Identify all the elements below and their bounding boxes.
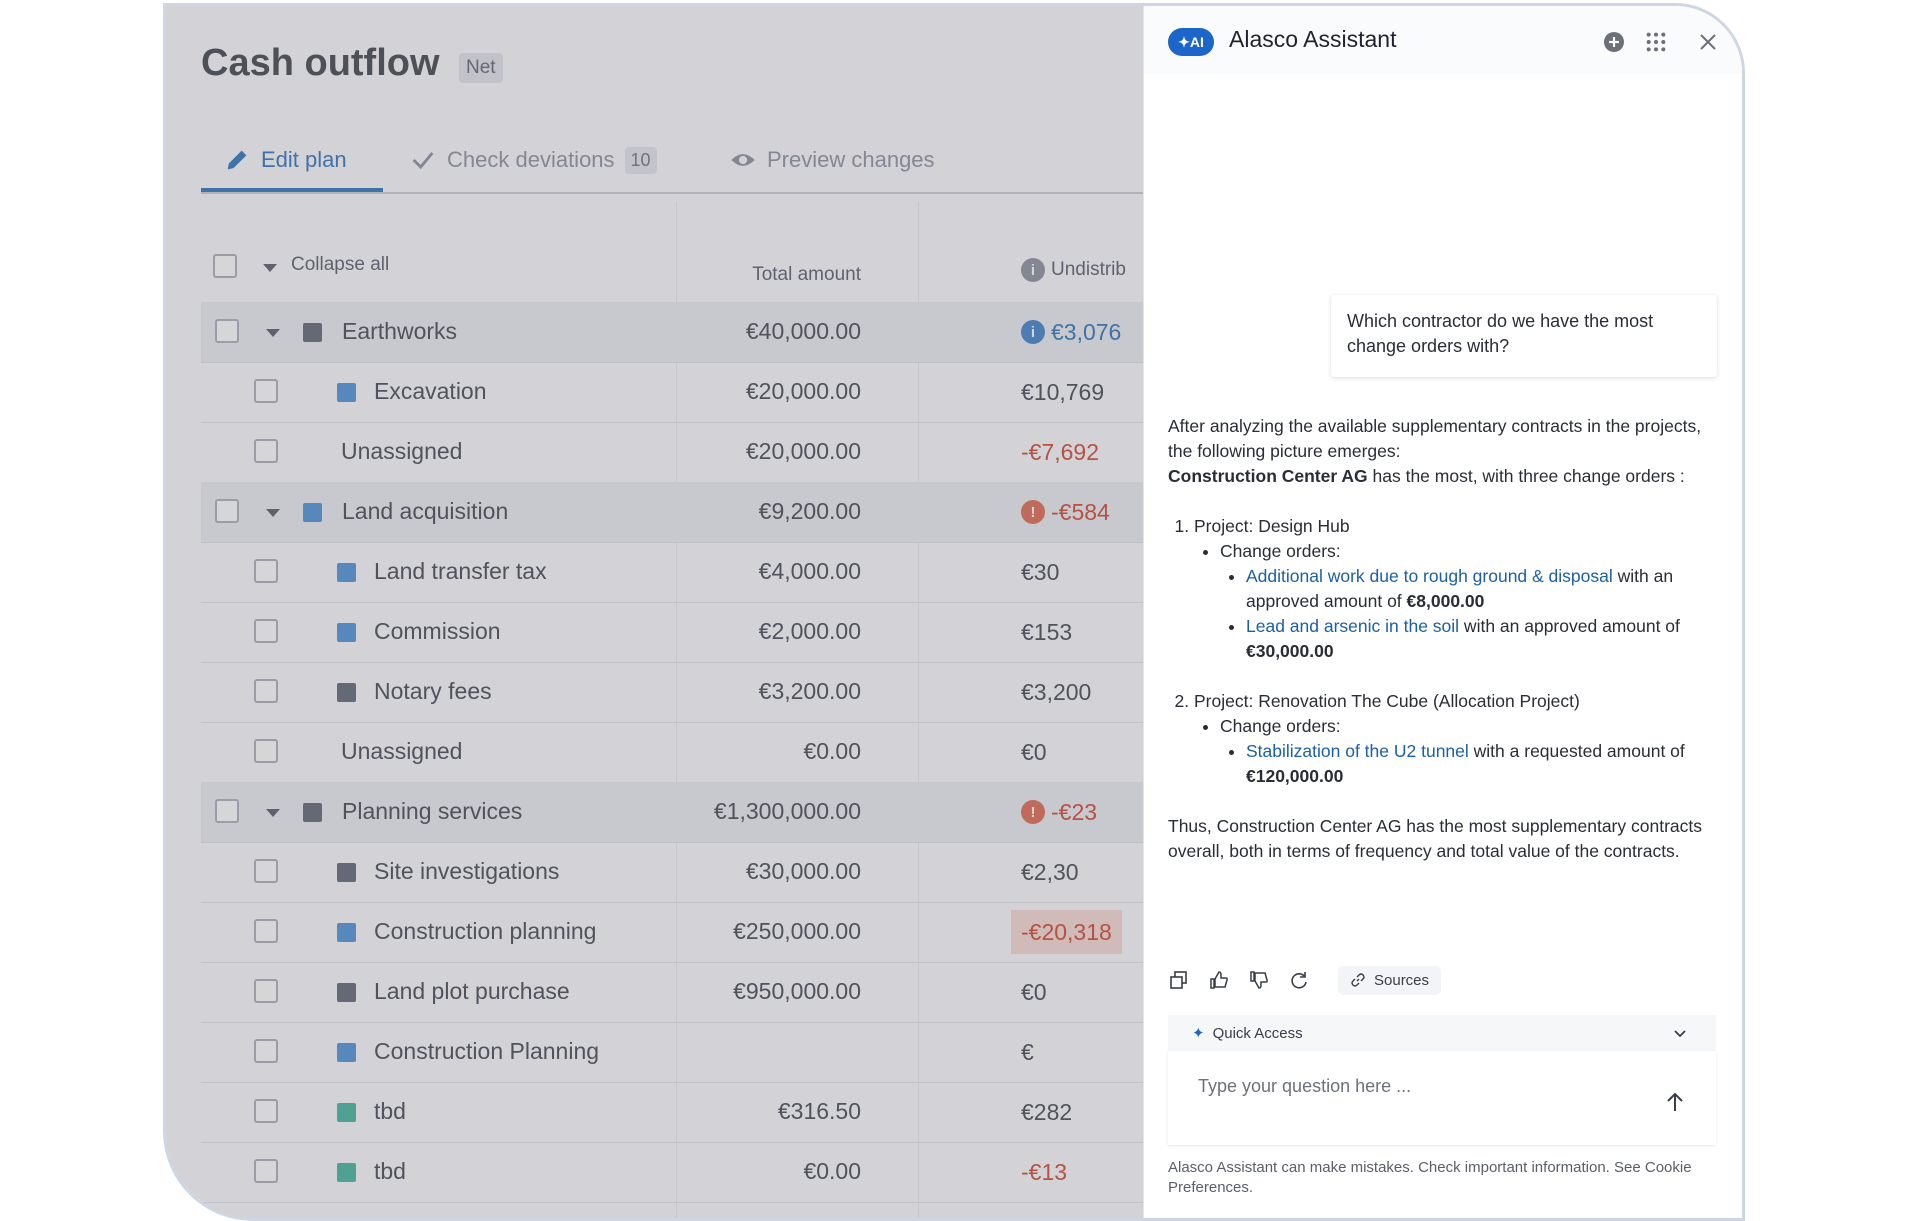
row-checkbox[interactable] (215, 799, 239, 823)
row-label: Land plot purchase (374, 978, 570, 1004)
row-total-amount: €30,000.00 (745, 858, 861, 884)
row-total-amount: €40,000.00 (745, 318, 861, 344)
row-label: Land acquisition (342, 498, 509, 524)
answer-intro-rest: has the most, with three change orders : (1367, 466, 1685, 486)
net-badge: Net (459, 53, 503, 83)
undistributed-value: €282 (1021, 1098, 1073, 1125)
table-row[interactable] (201, 542, 1161, 603)
project-title: Project: Renovation The Cube (Allocation Project) (1194, 691, 1580, 711)
row-checkbox[interactable] (254, 1159, 278, 1183)
undistributed-value: -€7,692 (1021, 438, 1100, 465)
row-label: Commission (374, 618, 501, 644)
color-swatch (337, 683, 356, 702)
row-total-amount: €2,000.00 (758, 618, 861, 644)
sources-label: Sources (1374, 971, 1430, 989)
table-group-row[interactable] (201, 302, 1161, 363)
assistant-header (1144, 6, 1745, 74)
answer-intro-text: After analyzing the available supplementary contracts in the projects, the following picture emerges: (1168, 416, 1702, 461)
table-row[interactable] (201, 422, 1161, 483)
change-order-item (1246, 614, 1708, 664)
undistributed-value: -€584 (1051, 498, 1110, 525)
user-message: Which contractor do we have the most change orders with? (1331, 295, 1717, 377)
table-row[interactable] (201, 602, 1161, 663)
change-order-item (1246, 739, 1708, 789)
row-total-amount: €316.50 (777, 1098, 861, 1124)
change-orders-item (1220, 539, 1708, 664)
undistributed-value: €153 (1021, 618, 1073, 645)
contractor-name: Construction Center AG (1168, 466, 1368, 486)
color-swatch (337, 383, 356, 402)
row-label: Construction Planning (374, 1038, 600, 1064)
thumbs-up-button[interactable] (1208, 969, 1230, 991)
row-undistributed-amount[interactable] (1011, 910, 1122, 954)
color-swatch (337, 983, 356, 1002)
project-item (1194, 689, 1708, 789)
row-undistributed-amount[interactable] (1021, 850, 1079, 894)
project-list (1168, 514, 1708, 789)
column-header-undistributed[interactable] (1021, 258, 1126, 282)
color-swatch (337, 563, 356, 582)
info-icon: i (1021, 320, 1045, 344)
row-undistributed-amount[interactable] (1021, 970, 1047, 1014)
row-label: tbd (374, 1158, 406, 1184)
new-chat-button[interactable] (1600, 28, 1628, 56)
warning-icon: ! (1021, 800, 1045, 824)
row-undistributed-amount[interactable] (1021, 490, 1110, 534)
undistributed-value: €3,076 (1051, 318, 1122, 345)
info-icon: i (1021, 258, 1045, 282)
column-header-label: Undistrib (1051, 259, 1126, 280)
color-swatch (303, 803, 322, 822)
table-row[interactable] (201, 362, 1161, 423)
change-order-amount: €8,000.00 (1406, 591, 1485, 611)
change-order-item (1246, 564, 1708, 614)
row-checkbox[interactable] (254, 679, 278, 703)
row-checkbox[interactable] (254, 979, 278, 1003)
thumbs-up-icon (1209, 970, 1229, 990)
table-row[interactable] (201, 662, 1161, 723)
thumbs-down-button[interactable] (1248, 969, 1270, 991)
assistant-title: Alasco Assistant (1229, 26, 1397, 52)
undistributed-value: €10,769 (1021, 378, 1105, 405)
change-orders-label: Change orders: (1220, 541, 1341, 561)
tab-check-deviations[interactable] (409, 136, 657, 184)
thumbs-down-icon (1249, 970, 1269, 990)
chat-input[interactable] (1196, 1069, 1640, 1103)
expand-caret-icon[interactable] (266, 509, 280, 517)
expand-caret-icon[interactable] (266, 809, 280, 817)
row-total-amount: €0.00 (803, 738, 861, 764)
row-checkbox[interactable] (254, 559, 278, 583)
row-undistributed-amount[interactable] (1021, 310, 1121, 354)
answer-actions (1168, 962, 1441, 998)
row-undistributed-amount[interactable] (1021, 1090, 1072, 1134)
row-undistributed-amount[interactable] (1021, 610, 1072, 654)
row-label: Earthworks (342, 318, 458, 344)
row-label: Site investigations (374, 858, 560, 884)
column-header-total-amount[interactable]: Total amount (752, 264, 861, 285)
row-checkbox[interactable] (215, 499, 239, 523)
change-order-link[interactable]: Stabilization of the U2 tunnel (1246, 741, 1469, 761)
table-header (201, 202, 1161, 298)
ai-logo-text: AI (1189, 34, 1204, 50)
regenerate-button[interactable] (1288, 969, 1310, 991)
row-checkbox[interactable] (215, 319, 239, 343)
row-total-amount: €250,000.00 (733, 918, 861, 944)
row-checkbox[interactable] (254, 859, 278, 883)
color-swatch (337, 923, 356, 942)
row-undistributed-amount[interactable] (1021, 1150, 1067, 1194)
send-button[interactable] (1662, 1089, 1688, 1115)
select-all-checkbox[interactable] (213, 254, 237, 278)
collapse-all-caret-icon[interactable] (263, 264, 277, 272)
sources-button[interactable] (1338, 966, 1441, 995)
row-total-amount: €20,000.00 (745, 378, 861, 404)
row-total-amount: €950,000.00 (733, 978, 861, 1004)
row-checkbox[interactable] (254, 379, 278, 403)
chevron-down-icon (1672, 1026, 1688, 1042)
disclaimer: Alasco Assistant can make mistakes. Check important information. See Cookie Preferences. (1168, 1159, 1692, 1196)
row-checkbox[interactable] (254, 1099, 278, 1123)
collapse-all-button[interactable]: Collapse all (291, 254, 390, 275)
link-icon (1350, 972, 1366, 988)
active-tab-indicator (201, 188, 383, 192)
undistributed-value: -€23 (1051, 798, 1098, 825)
undistributed-value: € (1021, 1038, 1034, 1065)
project-title: Project: Design Hub (1194, 516, 1350, 536)
tab-preview-changes[interactable] (729, 136, 935, 184)
expand-caret-icon[interactable] (266, 329, 280, 337)
row-total-amount: €0.00 (803, 1158, 861, 1184)
row-label: Notary fees (374, 678, 492, 704)
row-checkbox[interactable] (254, 919, 278, 943)
row-checkbox[interactable] (254, 739, 278, 763)
row-undistributed-amount[interactable] (1021, 790, 1097, 834)
row-undistributed-amount[interactable] (1021, 1030, 1034, 1074)
chat-input-box (1168, 1051, 1716, 1145)
page-title: Cash outflow (201, 42, 440, 84)
close-icon (1698, 32, 1718, 52)
color-swatch (337, 1043, 356, 1062)
tab-edit-plan[interactable] (223, 136, 347, 184)
quick-access-label: Quick Access (1212, 1024, 1303, 1042)
ai-logo (1168, 28, 1214, 56)
row-undistributed-amount[interactable] (1021, 550, 1059, 594)
table-row[interactable] (201, 1082, 1161, 1143)
row-total-amount: €4,000.00 (758, 558, 861, 584)
tab-bar (201, 124, 1151, 194)
table-group-row[interactable] (201, 482, 1161, 543)
tab-label: Preview changes (767, 147, 935, 172)
sparkle-icon: ✦ (1178, 33, 1190, 50)
color-swatch (303, 323, 322, 342)
change-order-amount: €120,000.00 (1246, 766, 1344, 786)
color-swatch (337, 863, 356, 882)
row-undistributed-amount[interactable] (1021, 430, 1099, 474)
undistributed-value: €30 (1021, 558, 1060, 585)
row-checkbox[interactable] (254, 619, 278, 643)
change-order-amount: €30,000.00 (1246, 641, 1334, 661)
eye-icon (729, 146, 757, 174)
change-order-text: with an approved amount of (1246, 566, 1674, 611)
row-undistributed-amount[interactable] (1021, 670, 1091, 714)
row-label: Planning services (342, 798, 523, 824)
copy-icon (1169, 970, 1189, 990)
table-group-row[interactable] (201, 782, 1161, 843)
tab-label: Check deviations (447, 147, 615, 172)
undistributed-value: €0 (1021, 978, 1047, 1005)
table-row[interactable] (201, 722, 1161, 783)
undistributed-value: €0 (1021, 738, 1047, 765)
table-row[interactable] (201, 962, 1161, 1023)
change-orders-item (1220, 714, 1708, 789)
table-row[interactable] (201, 1142, 1161, 1203)
quick-access-toggle[interactable] (1168, 1015, 1716, 1051)
table-row[interactable] (201, 842, 1161, 903)
row-checkbox[interactable] (254, 1039, 278, 1063)
refresh-icon (1289, 970, 1309, 990)
row-undistributed-amount[interactable] (1021, 730, 1047, 774)
undistributed-value: €3,200 (1021, 678, 1092, 705)
undistributed-value: €2,30 (1021, 858, 1079, 885)
close-button[interactable] (1694, 28, 1722, 56)
row-checkbox[interactable] (254, 439, 278, 463)
apps-menu-button[interactable] (1642, 28, 1670, 56)
color-swatch (303, 503, 322, 522)
change-order-link[interactable]: Additional work due to rough ground & disposal (1246, 566, 1613, 586)
row-total-amount: €1,300,000.00 (713, 798, 861, 824)
undistributed-value: -€13 (1021, 1158, 1068, 1185)
color-swatch (337, 1103, 356, 1122)
row-label: Excavation (374, 378, 487, 404)
warning-icon: ! (1021, 500, 1045, 524)
row-total-amount: €9,200.00 (758, 498, 861, 524)
undistributed-value: -€20,318 (1021, 918, 1112, 945)
arrow-up-icon (1664, 1091, 1686, 1113)
row-total-amount: €3,200.00 (758, 678, 861, 704)
grid-icon (1645, 31, 1667, 53)
cash-outflow-view (166, 6, 1166, 1218)
color-swatch (337, 623, 356, 642)
answer-conclusion: Thus, Construction Center AG has the most supplementary contracts overall, both in terms of frequency and total value of the contracts. (1168, 816, 1702, 861)
row-label: tbd (374, 1098, 406, 1124)
change-order-text: with an approved amount of (1459, 616, 1680, 636)
plus-circle-icon (1602, 30, 1626, 54)
row-label: Land transfer tax (374, 558, 547, 584)
change-order-text: with a requested amount of (1468, 741, 1685, 761)
table-row[interactable] (201, 1022, 1161, 1083)
assistant-answer (1168, 414, 1708, 864)
answer-intro (1168, 414, 1708, 489)
check-icon (409, 146, 437, 174)
row-label: Unassigned (341, 438, 463, 464)
row-label: Construction planning (374, 918, 597, 944)
project-item (1194, 514, 1708, 689)
sparkle-icon: ✦ (1192, 1025, 1205, 1042)
row-undistributed-amount[interactable] (1021, 370, 1104, 414)
assistant-panel (1143, 6, 1745, 1218)
table-row[interactable] (201, 902, 1161, 963)
pencil-icon (223, 146, 251, 174)
change-orders-label: Change orders: (1220, 716, 1341, 736)
deviation-count-badge: 10 (625, 147, 657, 174)
row-total-amount: €20,000.00 (745, 438, 861, 464)
row-label: Unassigned (341, 738, 463, 764)
color-swatch (337, 1163, 356, 1182)
copy-button[interactable] (1168, 969, 1190, 991)
app-window (163, 3, 1745, 1221)
tab-label: Edit plan (261, 147, 347, 172)
change-order-link[interactable]: Lead and arsenic in the soil (1246, 616, 1460, 636)
